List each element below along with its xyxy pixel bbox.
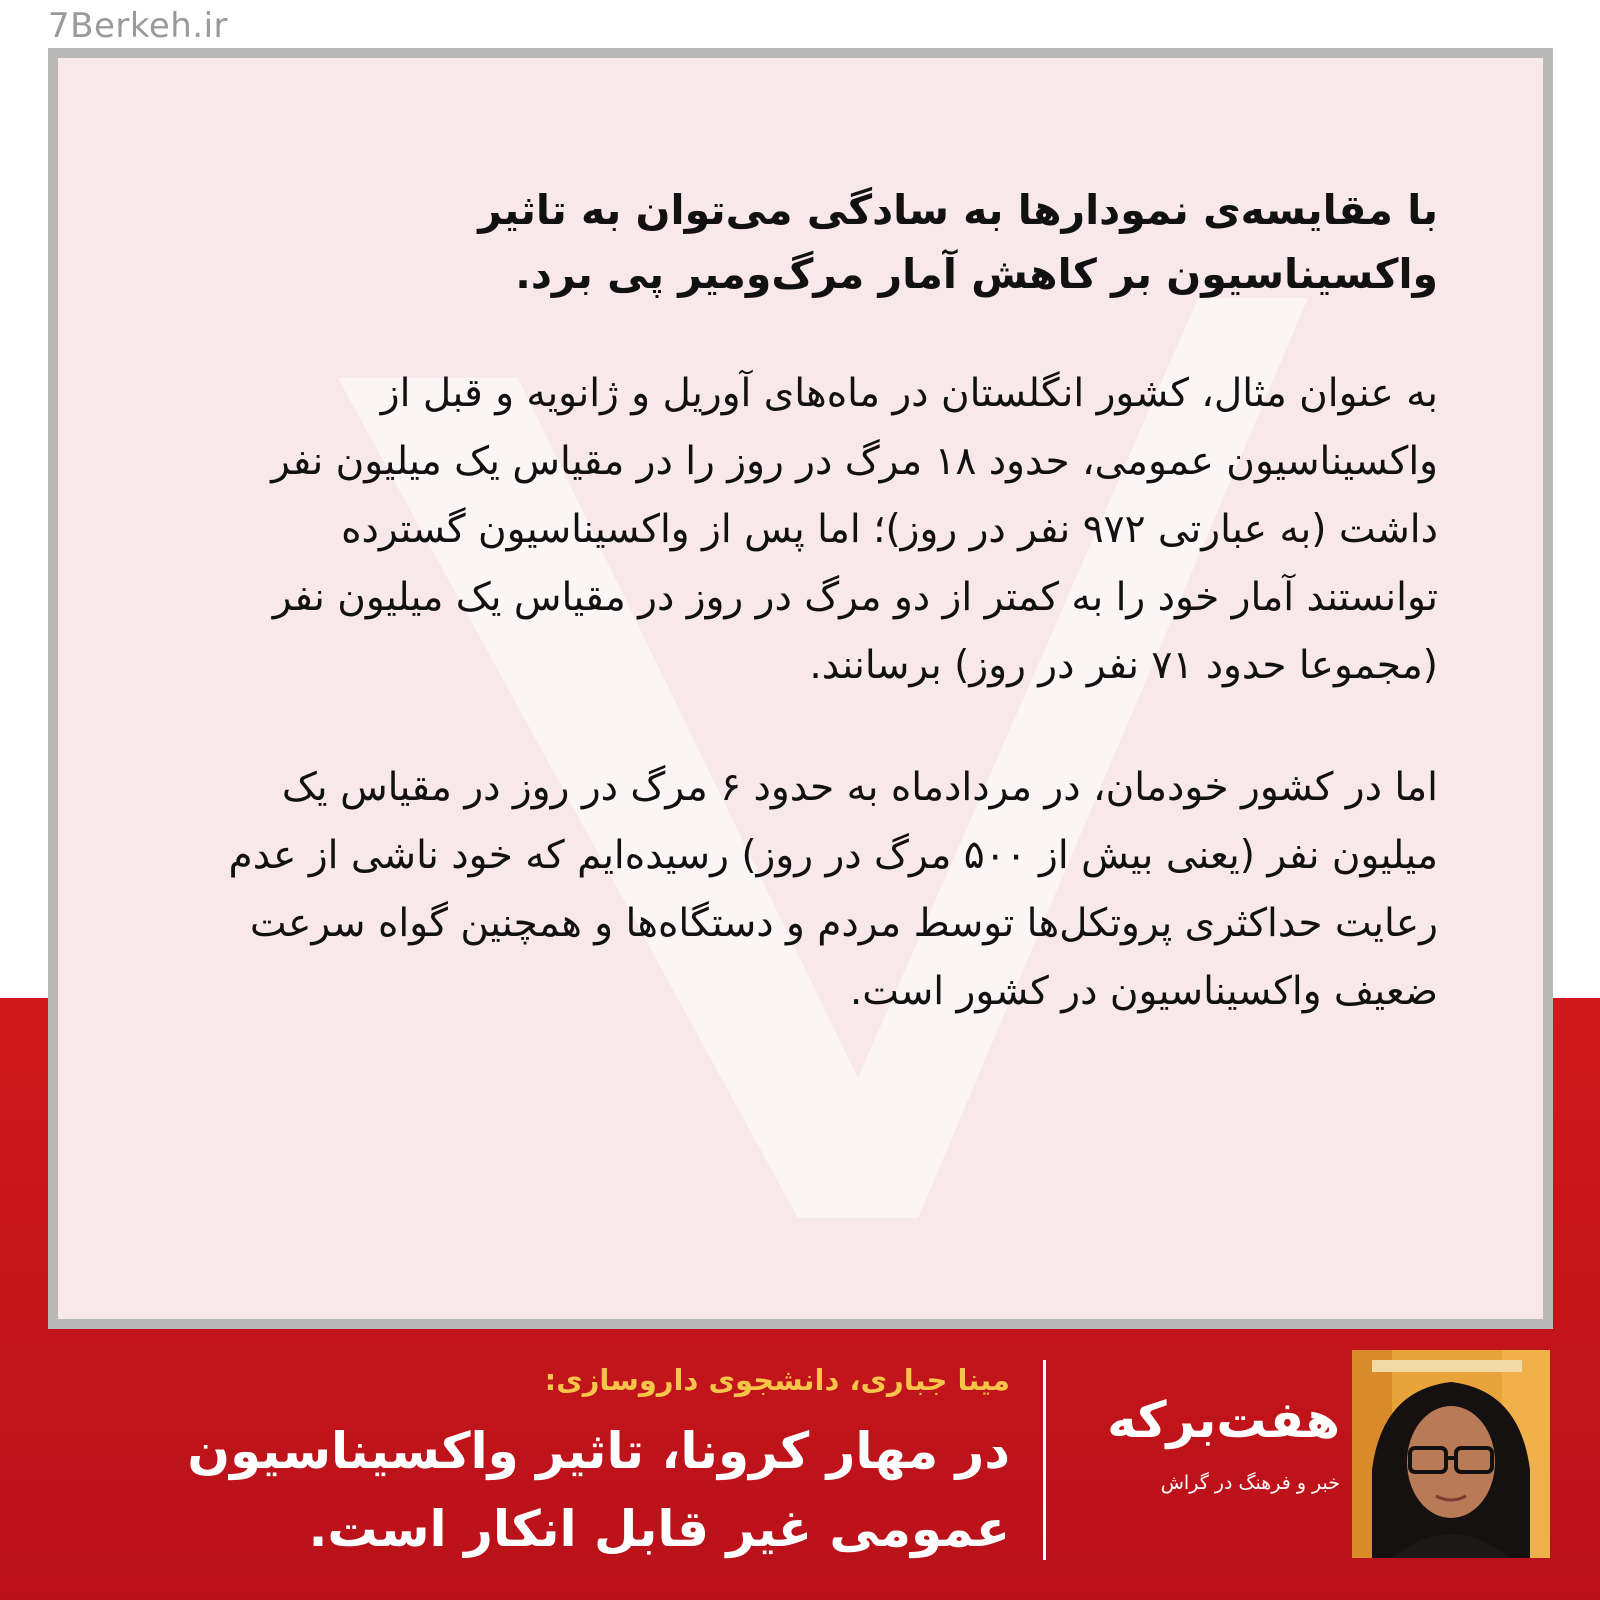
paragraph-iran: اما در کشور خودمان، در مردادماه به حدود ۶ مرگ در روز در مقیاس یک میلیون نفر (یعنی بیش از ۵۰۰ مرگ در روز) رسیده‌ایم که خود ناشی از عدم رعایت حداکثری پروتکل‌ها توسط مردم و دستگاه‌ها و همچنین گواه سرعت ضعیف واکسیناسیون در کشور است. (228, 765, 1438, 1014)
brand-name: هفت‌برکه (1107, 1391, 1340, 1449)
article-body (208, 178, 1438, 1080)
brand-tagline: خبر و فرهنگ در گراش (1160, 1472, 1340, 1494)
speaker-photo (1352, 1350, 1550, 1558)
speaker-credit: مینا جباری، دانشجوی داروسازی: (544, 1363, 1010, 1397)
text-card (48, 48, 1553, 1329)
paragraph-uk: به عنوان مثال، کشور انگلستان در ماه‌های آوریل و ژانویه و قبل از واکسیناسیون عمومی، حدود ۱۸ مرگ در روز را در مقیاس یک میلیون نفر داشت (به عبارتی ۹۷۲ نفر در روز)؛ اما پس از واکسیناسیون گسترده توانستند آمار خود را به کمتر از دو مرگ در روز در مقیاس یک میلیون نفر (مجموعا حدود ۷۱ نفر در روز) برسانند. (271, 371, 1438, 688)
portrait-icon (1352, 1350, 1550, 1558)
brand-logo (1080, 1390, 1340, 1498)
divider (1043, 1360, 1046, 1560)
lead-sentence: با مقایسه‌ی نمودارها به سادگی می‌توان به تاثیر واکسیناسیون بر کاهش آمار مرگ‌ومیر پی برد. (478, 186, 1438, 298)
quote-block (150, 1360, 1010, 1568)
headline-quote: در مهار کرونا، تاثیر واکسیناسیون عمومی غیر قابل انکار است. (187, 1422, 1010, 1558)
footer (0, 1340, 1600, 1600)
site-watermark: 7Berkeh.ir (48, 6, 229, 46)
